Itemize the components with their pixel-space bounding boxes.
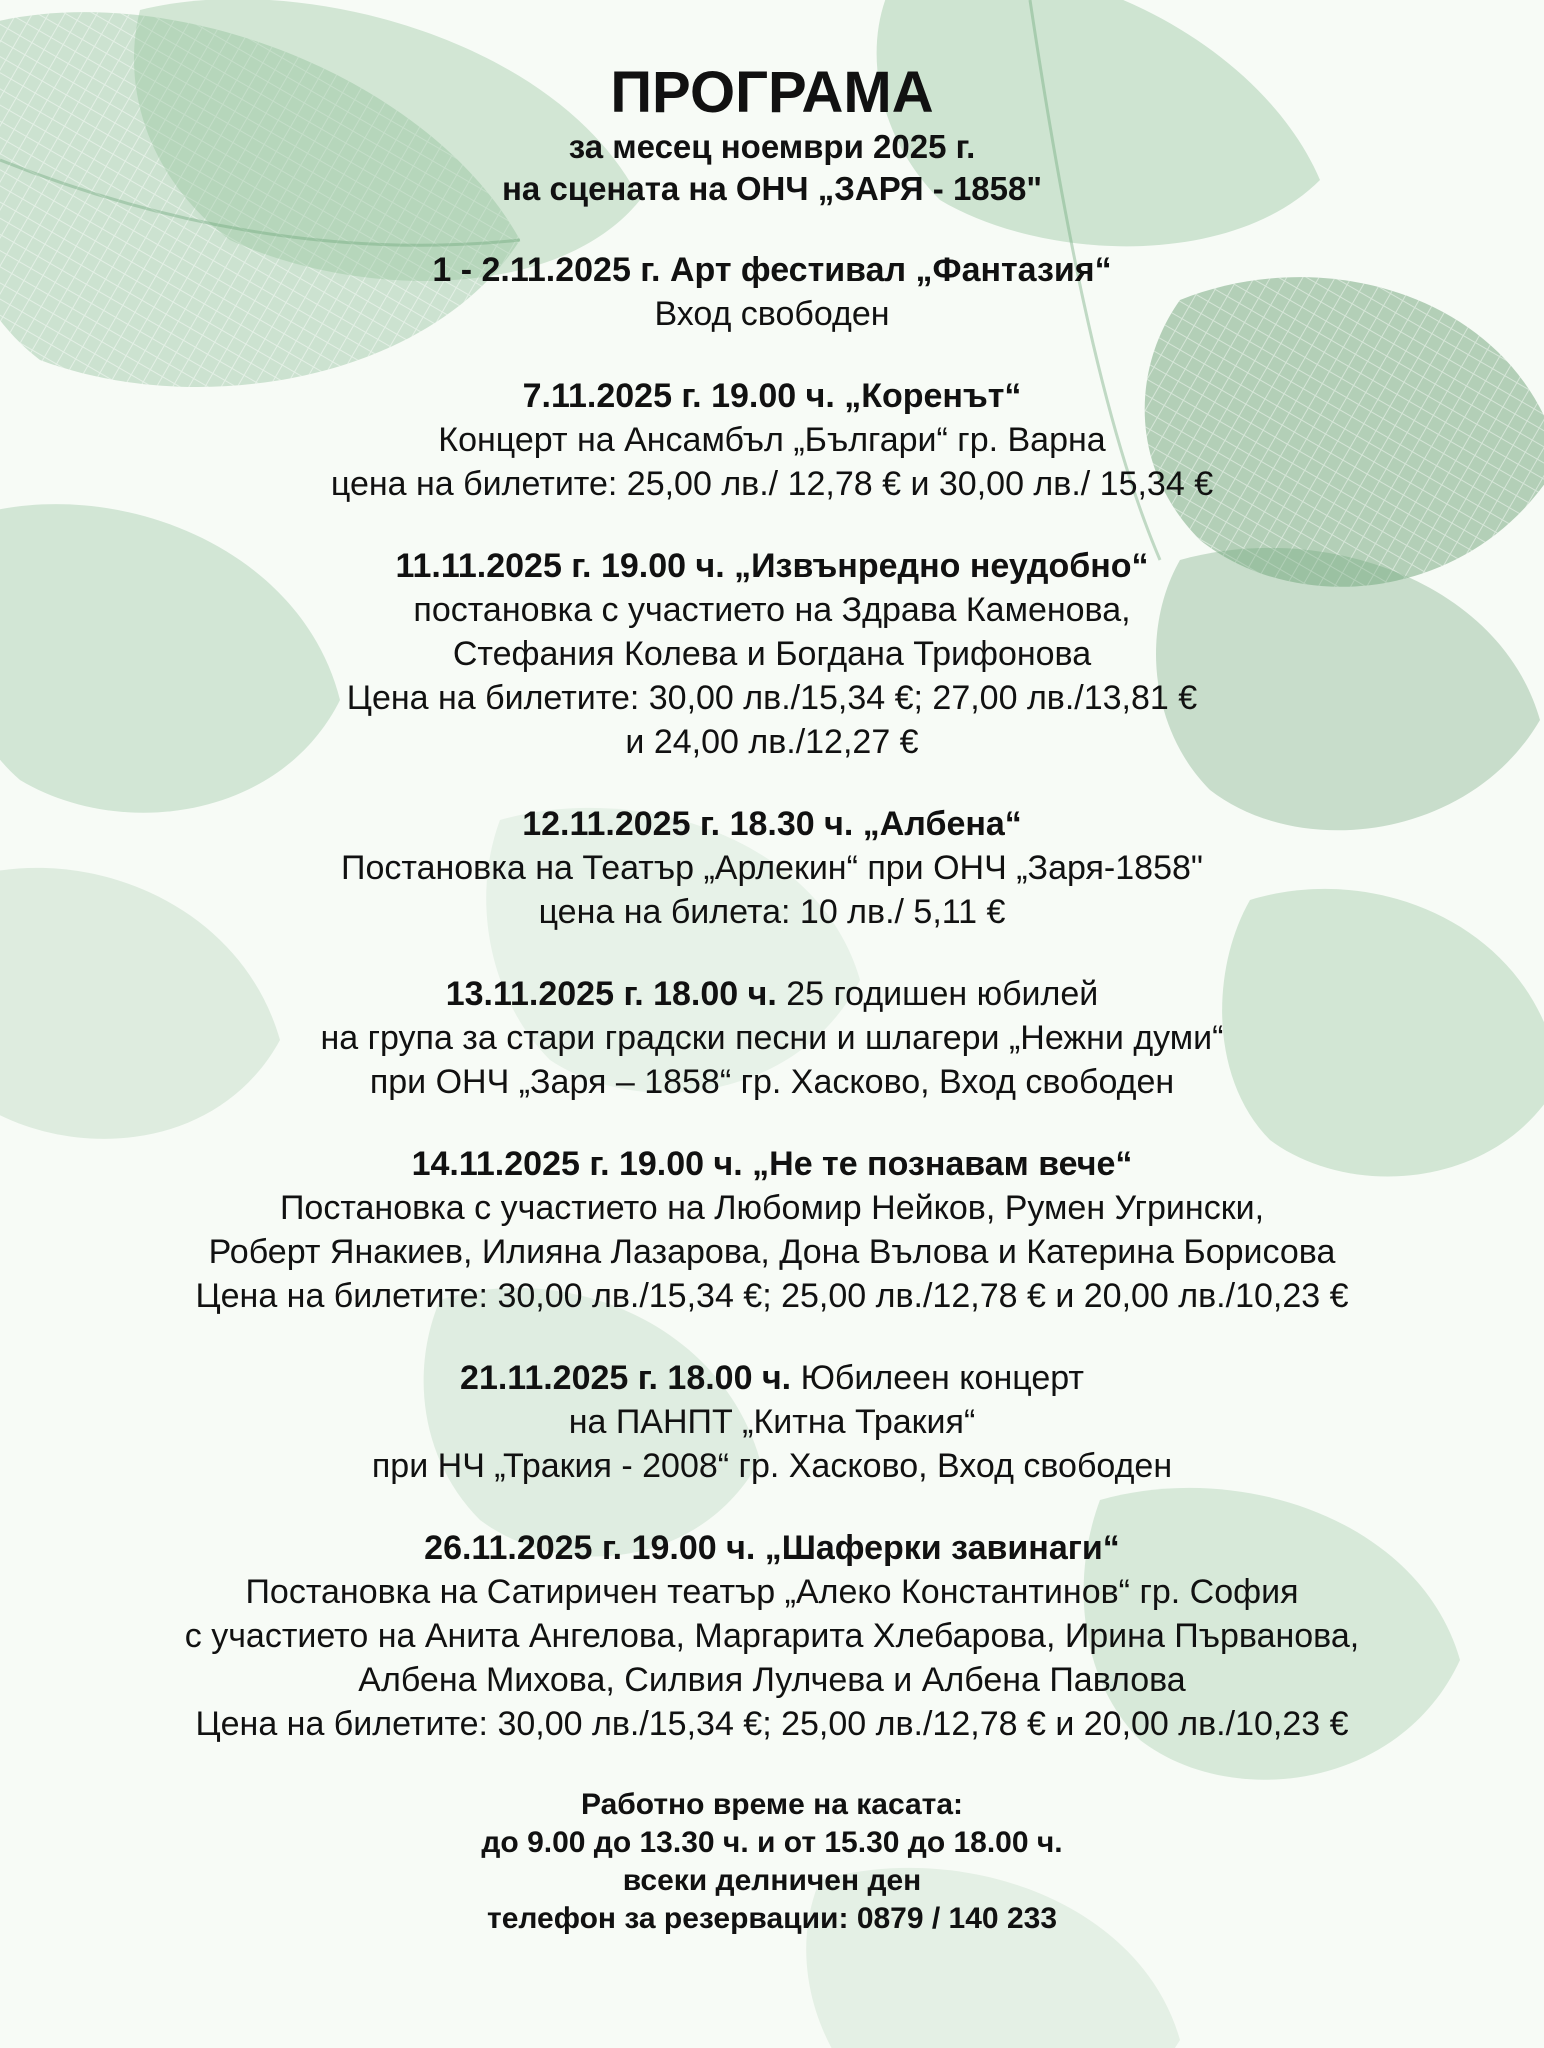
event-date-title: 13.11.2025 г. 18.00 ч. (445, 975, 777, 1013)
event-date-title: 1 - 2.11.2025 г. Арт фестивал „Фантазия“ (432, 251, 1112, 289)
event-item (0, 248, 1544, 336)
event-detail-line: с участието на Анита Ангелова, Маргарита Хлебарова, Ирина Първанова, (184, 1617, 1360, 1655)
event-detail-line: Вход свободен (654, 295, 890, 333)
page-title: ПРОГРАМА (610, 60, 934, 125)
event-heading (0, 1526, 1544, 1570)
event-date-title: 14.11.2025 г. 19.00 ч. „Не те познавам вече“ (411, 1145, 1133, 1183)
event-detail-line: при ОНЧ „Заря – 1858“ гр. Хасково, Вход свободен (369, 1063, 1175, 1101)
event-detail-line: цена на билетите: 25,00 лв./ 12,78 € и 30,00 лв./ 15,34 € (330, 465, 1214, 503)
event-heading (0, 374, 1544, 418)
event-detail-line: на ПАНПТ „Китна Тракия“ (568, 1403, 976, 1441)
event-detail-line: Концерт на Ансамбъл „Българи“ гр. Варна (438, 421, 1106, 459)
event-detail-line: Роберт Янакиев, Илияна Лазарова, Дона Вълова и Катерина Борисова (208, 1233, 1336, 1271)
event-heading (0, 972, 1544, 1016)
event-detail-line: Стефания Колева и Богдана Трифонова (452, 635, 1092, 673)
event-heading (0, 1142, 1544, 1186)
event-item (0, 1526, 1544, 1746)
event-heading-rest: 25 годишен юбилей (776, 975, 1099, 1013)
box-office-hours: до 9.00 до 13.30 ч. и от 15.30 до 18.00 ч. (481, 1826, 1063, 1859)
box-office-days: всеки делничен ден (622, 1864, 922, 1897)
event-item (0, 1142, 1544, 1318)
event-item (0, 374, 1544, 506)
event-detail-line: Цена на билетите: 30,00 лв./15,34 €; 25,00 лв./12,78 € и 20,00 лв./10,23 € (195, 1705, 1349, 1743)
event-heading-rest: Юбилеен концерт (791, 1359, 1084, 1397)
box-office-heading: Работно време на касата: (580, 1788, 964, 1821)
subtitle-venue: на сцената на ОНЧ „ЗАРЯ - 1858" (501, 170, 1043, 207)
event-detail-line: Цена на билетите: 30,00 лв./15,34 €; 25,00 лв./12,78 € и 20,00 лв./10,23 € (195, 1277, 1349, 1315)
event-item (0, 802, 1544, 934)
event-heading (0, 248, 1544, 292)
event-detail-line: и 24,00 лв./12,27 € (625, 723, 919, 761)
subtitle-month: за месец ноември 2025 г. (568, 128, 976, 165)
event-detail-line: цена на билета: 10 лв./ 5,11 € (538, 893, 1006, 931)
event-detail-line: на група за стари градски песни и шлагери „Нежни думи“ (320, 1019, 1224, 1057)
event-heading (0, 544, 1544, 588)
reservation-phone: телефон за резервации: 0879 / 140 233 (487, 1902, 1057, 1935)
event-detail-line: Постановка на Театър „Арлекин“ при ОНЧ „Заря-1858" (341, 849, 1203, 887)
event-date-title: 21.11.2025 г. 18.00 ч. (460, 1359, 792, 1397)
event-date-title: 12.11.2025 г. 18.30 ч. „Албена“ (522, 805, 1022, 843)
program-content (0, 60, 1544, 1938)
event-date-title: 26.11.2025 г. 19.00 ч. „Шаферки завинаги“ (424, 1529, 1120, 1567)
event-item (0, 544, 1544, 764)
event-detail-line: Постановка с участието на Любомир Нейков, Румен Угрински, (279, 1189, 1265, 1227)
event-detail-line: Постановка на Сатиричен театър „Алеко Константинов“ гр. София (245, 1573, 1299, 1611)
event-item (0, 972, 1544, 1104)
event-item (0, 1356, 1544, 1488)
event-detail-line: Цена на билетите: 30,00 лв./15,34 €; 27,00 лв./13,81 € (346, 679, 1198, 717)
box-office-info (0, 1786, 1544, 1938)
event-heading (0, 1356, 1544, 1400)
event-list (0, 248, 1544, 1746)
event-detail-line: Албена Михова, Силвия Лулчева и Албена Павлова (358, 1661, 1186, 1699)
event-detail-line: постановка с участието на Здрава Каменова, (413, 591, 1131, 629)
event-detail-line: при НЧ „Тракия - 2008“ гр. Хасково, Вход свободен (371, 1447, 1173, 1485)
event-heading (0, 802, 1544, 846)
event-date-title: 11.11.2025 г. 19.00 ч. „Извънредно неудобно“ (395, 547, 1149, 585)
event-date-title: 7.11.2025 г. 19.00 ч. „Коренът“ (522, 377, 1022, 415)
